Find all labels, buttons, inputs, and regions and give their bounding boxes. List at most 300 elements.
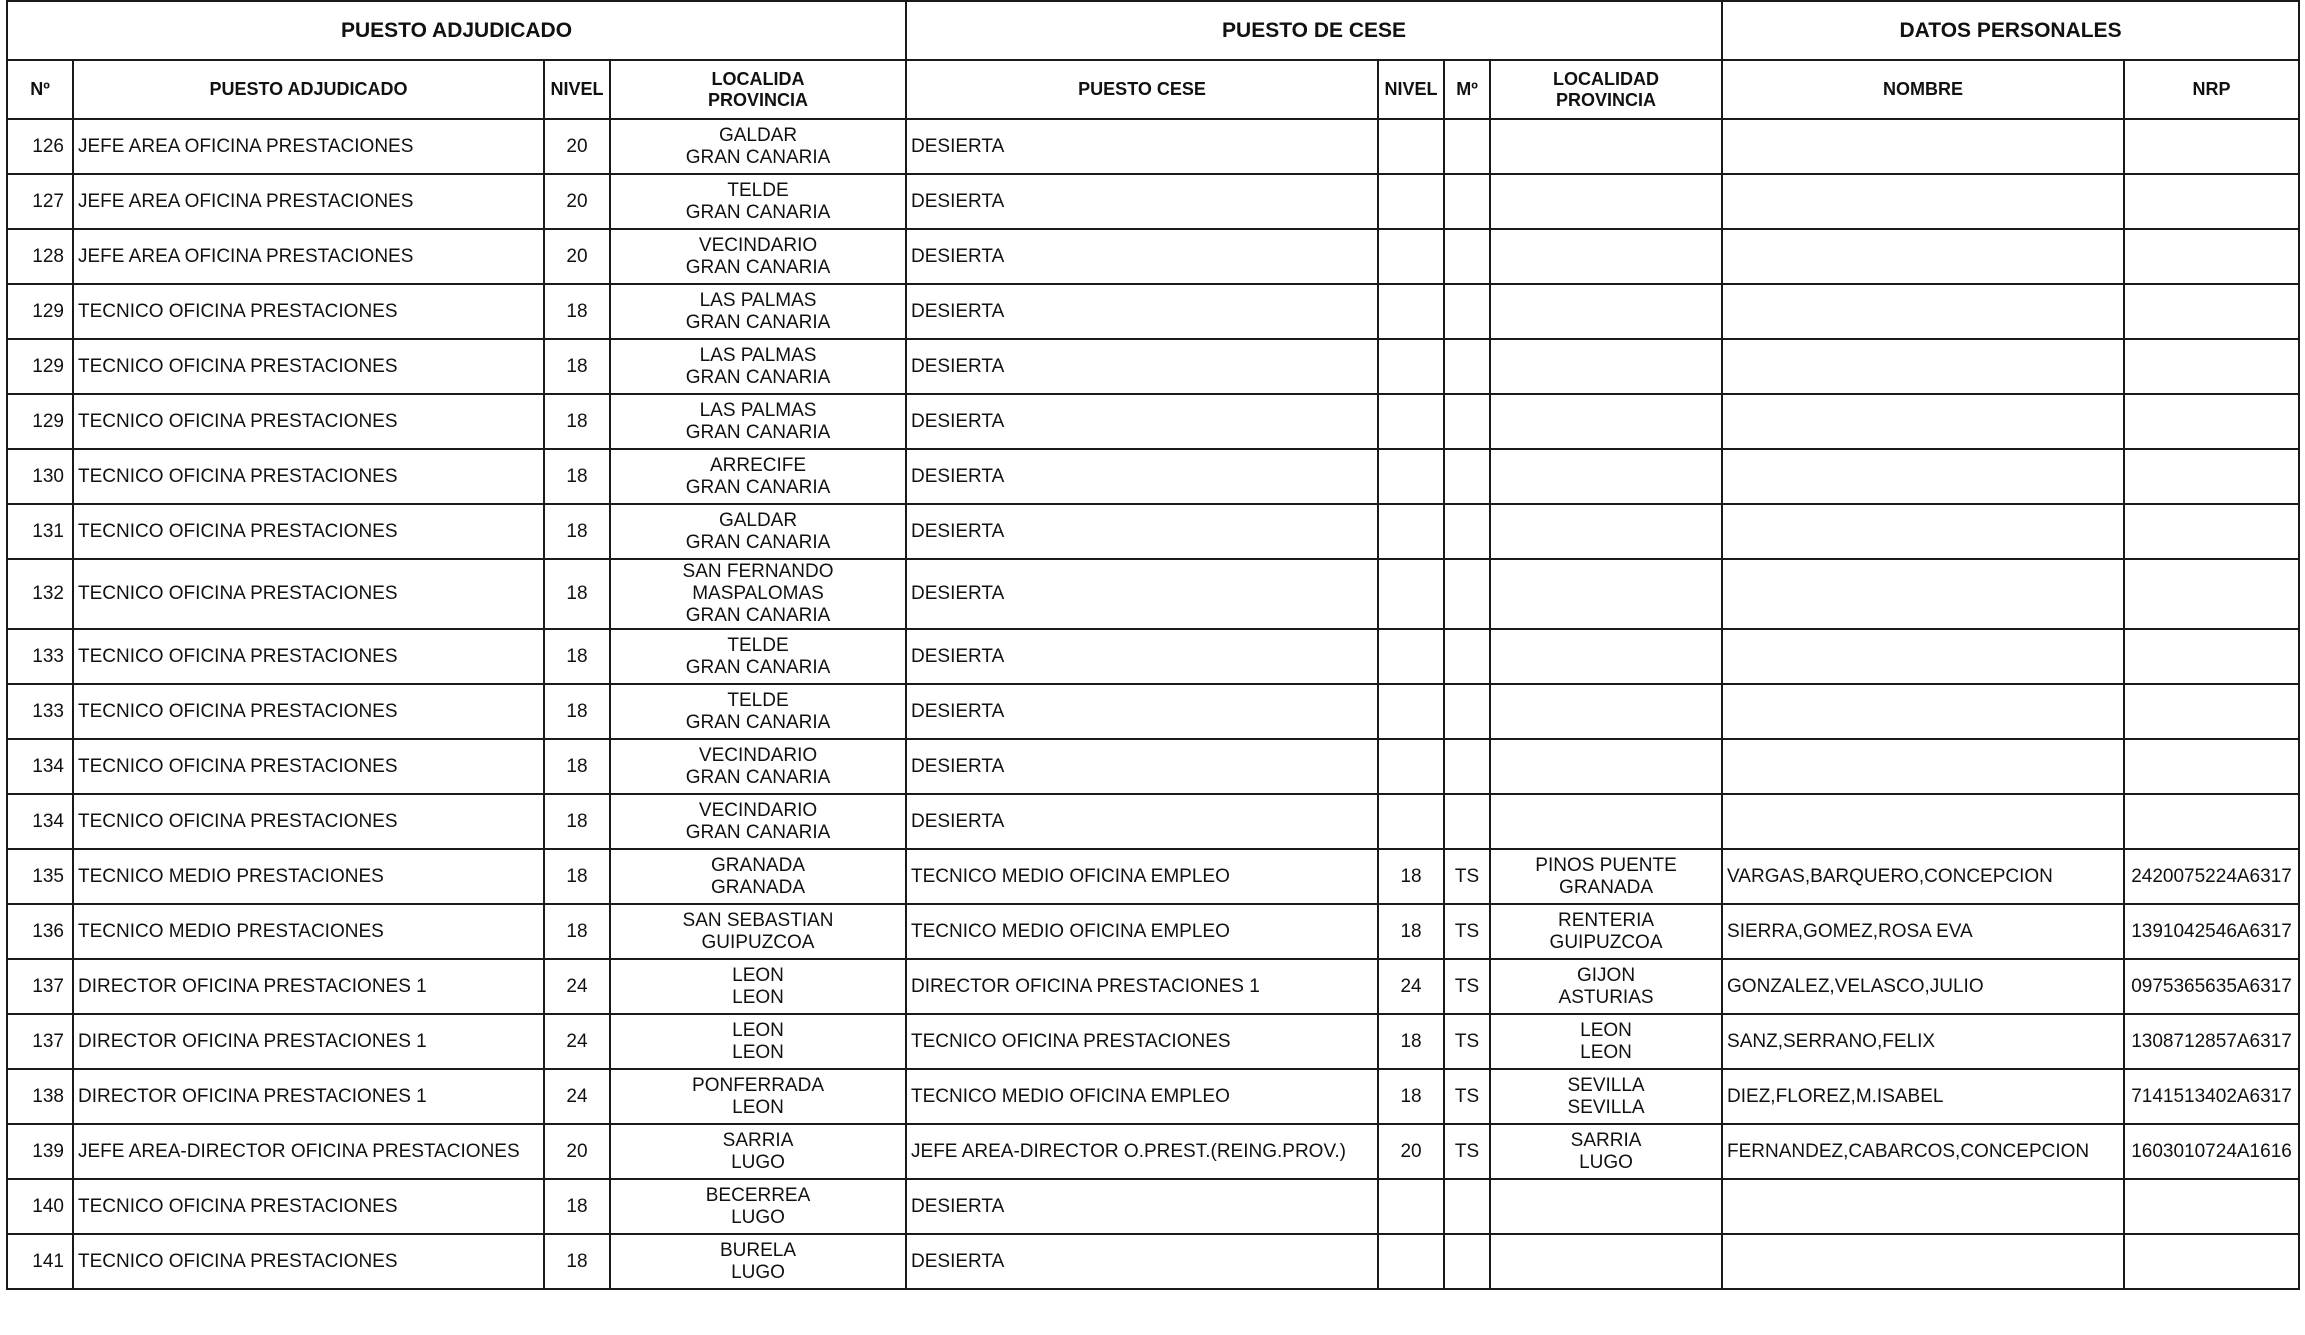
nivel-cese [1378, 559, 1444, 629]
table-row [7, 449, 2299, 504]
m-value [1444, 684, 1490, 739]
col-header-provincia-cese: PROVINCIA [1556, 89, 1657, 110]
table-row [7, 174, 2299, 229]
nivel-cese [1378, 1234, 1444, 1289]
puesto-cese: DESIERTA [906, 684, 1378, 739]
nombre: VARGAS,BARQUERO,CONCEPCION [1722, 849, 2124, 904]
puesto-adjudicado: TECNICO OFICINA PRESTACIONES [73, 339, 544, 394]
table-row [7, 629, 2299, 684]
row-number: 128 [7, 229, 73, 284]
nivel-cese [1378, 629, 1444, 684]
nombre [1722, 629, 2124, 684]
localidad-provincia [610, 684, 906, 739]
localidad-provincia-line: GUIPUZCOA [701, 931, 815, 953]
localidad-provincia-cese [1490, 174, 1722, 229]
nivel: 24 [544, 1014, 610, 1069]
row-number: 129 [7, 339, 73, 394]
nombre [1722, 394, 2124, 449]
localidad-provincia-cese [1490, 1124, 1722, 1179]
nrp: 0975365635A6317 [2124, 959, 2299, 1014]
puesto-adjudicado: TECNICO MEDIO PRESTACIONES [73, 904, 544, 959]
nombre [1722, 559, 2124, 629]
table-row [7, 684, 2299, 739]
nivel-cese: 18 [1378, 849, 1444, 904]
localidad-provincia-cese-line: LEON [1580, 1041, 1632, 1063]
table-row [7, 849, 2299, 904]
localidad-provincia-line: LEON [732, 986, 784, 1008]
nivel-cese [1378, 174, 1444, 229]
col-header-puesto-adjudicado: PUESTO ADJUDICADO [73, 60, 544, 119]
puesto-adjudicado: JEFE AREA-DIRECTOR OFICINA PRESTACIONES [73, 1124, 544, 1179]
nivel-cese [1378, 739, 1444, 794]
col-header-nrp: NRP [2124, 60, 2299, 119]
table-row [7, 229, 2299, 284]
localidad-provincia [610, 174, 906, 229]
localidad-provincia [610, 739, 906, 794]
nrp [2124, 794, 2299, 849]
nombre [1722, 449, 2124, 504]
nivel-cese: 18 [1378, 1069, 1444, 1124]
group-puesto-adjudicado: PUESTO ADJUDICADO [7, 1, 906, 60]
puesto-adjudicado: TECNICO OFICINA PRESTACIONES [73, 1234, 544, 1289]
puesto-adjudicado: TECNICO OFICINA PRESTACIONES [73, 559, 544, 629]
nombre [1722, 739, 2124, 794]
table-row [7, 1179, 2299, 1234]
nrp [2124, 739, 2299, 794]
nivel: 18 [544, 394, 610, 449]
localidad-provincia [610, 1124, 906, 1179]
row-number: 135 [7, 849, 73, 904]
nrp [2124, 394, 2299, 449]
nivel: 18 [544, 629, 610, 684]
localidad-provincia-cese-line: LEON [1580, 1019, 1632, 1041]
localidad-provincia-line: GRAN CANARIA [685, 256, 831, 278]
localidad-provincia [610, 504, 906, 559]
localidad-provincia-cese [1490, 559, 1722, 629]
localidad-provincia-line: TELDE [727, 689, 789, 711]
m-value [1444, 449, 1490, 504]
localidad-provincia-line: GRAN CANARIA [685, 766, 831, 788]
row-number: 140 [7, 1179, 73, 1234]
localidad-provincia-line: GALDAR [718, 509, 798, 531]
localidad-provincia-line: GRAN CANARIA [685, 201, 831, 223]
localidad-provincia-cese [1490, 959, 1722, 1014]
localidad-provincia-cese-line: RENTERIA [1557, 909, 1655, 931]
puesto-cese: TECNICO MEDIO OFICINA EMPLEO [906, 849, 1378, 904]
localidad-provincia-line: SARRIA [722, 1129, 794, 1151]
nivel-cese: 18 [1378, 904, 1444, 959]
puesto-cese: DESIERTA [906, 174, 1378, 229]
puesto-cese: DIRECTOR OFICINA PRESTACIONES 1 [906, 959, 1378, 1014]
nivel-cese [1378, 794, 1444, 849]
nivel: 18 [544, 904, 610, 959]
localidad-provincia-line: LAS PALMAS [699, 344, 817, 366]
localidad-provincia [610, 339, 906, 394]
localidad-provincia [610, 1069, 906, 1124]
nivel-cese [1378, 229, 1444, 284]
row-number: 137 [7, 1014, 73, 1069]
table-row [7, 739, 2299, 794]
nivel-cese [1378, 119, 1444, 174]
localidad-provincia-line: LEON [732, 1096, 784, 1118]
puesto-cese: DESIERTA [906, 559, 1378, 629]
nivel: 20 [544, 174, 610, 229]
col-header-localidad-provincia [610, 60, 906, 119]
localidad-provincia [610, 559, 906, 629]
localidad-provincia-cese [1490, 794, 1722, 849]
nivel-cese [1378, 284, 1444, 339]
nivel: 18 [544, 1234, 610, 1289]
localidad-provincia-line: GRAN CANARIA [685, 531, 831, 553]
localidad-provincia [610, 1234, 906, 1289]
table-row [7, 1234, 2299, 1289]
nivel-cese [1378, 394, 1444, 449]
localidad-provincia-line: LAS PALMAS [699, 399, 817, 421]
nivel: 24 [544, 1069, 610, 1124]
nrp [2124, 339, 2299, 394]
localidad-provincia-cese-line: ASTURIAS [1558, 986, 1654, 1008]
puesto-adjudicado: TECNICO MEDIO PRESTACIONES [73, 849, 544, 904]
localidad-provincia-cese [1490, 629, 1722, 684]
m-value: TS [1444, 1014, 1490, 1069]
row-number: 131 [7, 504, 73, 559]
nivel: 18 [544, 339, 610, 394]
localidad-provincia [610, 904, 906, 959]
m-value [1444, 119, 1490, 174]
puesto-adjudicado: JEFE AREA OFICINA PRESTACIONES [73, 174, 544, 229]
table-row [7, 559, 2299, 629]
nrp [2124, 629, 2299, 684]
m-value [1444, 794, 1490, 849]
localidad-provincia-line: SAN FERNANDO [682, 561, 834, 582]
localidad-provincia-line: MASPALOMAS [692, 583, 824, 604]
nrp [2124, 119, 2299, 174]
localidad-provincia-cese [1490, 229, 1722, 284]
table-body [7, 119, 2299, 1289]
localidad-provincia-line: TELDE [727, 634, 789, 656]
table-row [7, 1069, 2299, 1124]
col-header-nivel-cese: NIVEL [1378, 60, 1444, 119]
nivel-cese [1378, 504, 1444, 559]
puesto-adjudicado: TECNICO OFICINA PRESTACIONES [73, 739, 544, 794]
localidad-provincia-line: GRAN CANARIA [685, 476, 831, 498]
m-value [1444, 229, 1490, 284]
localidad-provincia-cese-line: SARRIA [1570, 1129, 1642, 1151]
col-header-nivel: NIVEL [544, 60, 610, 119]
nivel-cese: 20 [1378, 1124, 1444, 1179]
localidad-provincia-cese [1490, 339, 1722, 394]
nrp [2124, 174, 2299, 229]
table-row [7, 959, 2299, 1014]
localidad-provincia-cese-line: GUIPUZCOA [1549, 931, 1663, 953]
localidad-provincia-line: SAN SEBASTIAN [682, 909, 834, 931]
nombre [1722, 174, 2124, 229]
localidad-provincia-line: LUGO [731, 1151, 785, 1173]
localidad-provincia-line: VECINDARIO [698, 744, 818, 766]
localidad-provincia-line: TELDE [727, 179, 789, 201]
puesto-cese: DESIERTA [906, 739, 1378, 794]
localidad-provincia-cese-line: GRANADA [1559, 876, 1654, 898]
nombre [1722, 284, 2124, 339]
row-number: 129 [7, 284, 73, 339]
localidad-provincia-line: GRAN CANARIA [685, 711, 831, 733]
col-header-m: Mº [1444, 60, 1490, 119]
puesto-cese: TECNICO MEDIO OFICINA EMPLEO [906, 1069, 1378, 1124]
localidad-provincia-cese [1490, 449, 1722, 504]
nombre [1722, 119, 2124, 174]
nivel: 20 [544, 119, 610, 174]
localidad-provincia [610, 1014, 906, 1069]
puesto-adjudicado: DIRECTOR OFICINA PRESTACIONES 1 [73, 959, 544, 1014]
nivel-cese [1378, 684, 1444, 739]
table-row [7, 504, 2299, 559]
nivel: 18 [544, 739, 610, 794]
m-value [1444, 559, 1490, 629]
nivel-cese: 18 [1378, 1014, 1444, 1069]
localidad-provincia [610, 1179, 906, 1234]
col-header-localidad-provincia-cese [1490, 60, 1722, 119]
localidad-provincia-line: LEON [732, 964, 784, 986]
localidad-provincia-cese [1490, 1179, 1722, 1234]
localidad-provincia-line: GRANADA [711, 876, 805, 898]
localidad-provincia-cese [1490, 504, 1722, 559]
table-row [7, 904, 2299, 959]
localidad-provincia-cese-line: SEVILLA [1567, 1074, 1645, 1096]
m-value [1444, 1179, 1490, 1234]
nombre: DIEZ,FLOREZ,M.ISABEL [1722, 1069, 2124, 1124]
localidad-provincia-line: GRAN CANARIA [685, 821, 831, 843]
puesto-adjudicado: TECNICO OFICINA PRESTACIONES [73, 449, 544, 504]
nombre [1722, 794, 2124, 849]
nrp [2124, 1234, 2299, 1289]
puesto-cese: DESIERTA [906, 504, 1378, 559]
localidad-provincia [610, 119, 906, 174]
m-value [1444, 504, 1490, 559]
nivel-cese: 24 [1378, 959, 1444, 1014]
m-value: TS [1444, 1069, 1490, 1124]
localidad-provincia-cese-line: PINOS PUENTE [1535, 854, 1677, 876]
nombre: GONZALEZ,VELASCO,JULIO [1722, 959, 2124, 1014]
localidad-provincia-cese [1490, 849, 1722, 904]
group-header-row [7, 1, 2299, 60]
puesto-cese: DESIERTA [906, 794, 1378, 849]
puesto-adjudicado: DIRECTOR OFICINA PRESTACIONES 1 [73, 1014, 544, 1069]
table-row [7, 1124, 2299, 1179]
localidad-provincia-cese [1490, 684, 1722, 739]
m-value [1444, 629, 1490, 684]
puesto-adjudicado: JEFE AREA OFICINA PRESTACIONES [73, 119, 544, 174]
localidad-provincia-cese [1490, 119, 1722, 174]
nombre: SIERRA,GOMEZ,ROSA EVA [1722, 904, 2124, 959]
row-number: 133 [7, 684, 73, 739]
nivel: 18 [544, 684, 610, 739]
m-value: TS [1444, 1124, 1490, 1179]
nrp: 2420075224A6317 [2124, 849, 2299, 904]
row-number: 138 [7, 1069, 73, 1124]
localidad-provincia-cese [1490, 739, 1722, 794]
table-row [7, 1014, 2299, 1069]
row-number: 129 [7, 394, 73, 449]
nrp: 7141513402A6317 [2124, 1069, 2299, 1124]
nivel: 18 [544, 849, 610, 904]
row-number: 134 [7, 739, 73, 794]
localidad-provincia-line: GRAN CANARIA [685, 311, 831, 333]
localidad-provincia-line: ARRECIFE [709, 454, 807, 476]
localidad-provincia-line: LUGO [731, 1206, 785, 1228]
nombre: SANZ,SERRANO,FELIX [1722, 1014, 2124, 1069]
puesto-adjudicado: TECNICO OFICINA PRESTACIONES [73, 394, 544, 449]
nombre [1722, 1179, 2124, 1234]
localidad-provincia [610, 449, 906, 504]
col-header-provincia: PROVINCIA [708, 89, 809, 110]
puesto-adjudicado: TECNICO OFICINA PRESTACIONES [73, 794, 544, 849]
localidad-provincia-cese [1490, 1234, 1722, 1289]
row-number: 139 [7, 1124, 73, 1179]
puesto-cese: DESIERTA [906, 629, 1378, 684]
column-header-row [7, 60, 2299, 119]
nivel: 20 [544, 229, 610, 284]
localidad-provincia-line: LUGO [731, 1261, 785, 1283]
localidad-provincia [610, 959, 906, 1014]
col-header-localidad-cese: LOCALIDAD [1553, 68, 1660, 89]
nrp [2124, 559, 2299, 629]
row-number: 132 [7, 559, 73, 629]
nrp [2124, 684, 2299, 739]
puesto-cese: DESIERTA [906, 449, 1378, 504]
nivel-cese [1378, 339, 1444, 394]
puesto-cese: TECNICO OFICINA PRESTACIONES [906, 1014, 1378, 1069]
puesto-adjudicado: DIRECTOR OFICINA PRESTACIONES 1 [73, 1069, 544, 1124]
puesto-cese: DESIERTA [906, 229, 1378, 284]
puesto-adjudicado: TECNICO OFICINA PRESTACIONES [73, 284, 544, 339]
m-value [1444, 174, 1490, 229]
puesto-adjudicado: TECNICO OFICINA PRESTACIONES [73, 684, 544, 739]
puesto-cese: DESIERTA [906, 284, 1378, 339]
nivel: 18 [544, 449, 610, 504]
m-value: TS [1444, 904, 1490, 959]
m-value: TS [1444, 849, 1490, 904]
nivel: 20 [544, 1124, 610, 1179]
puesto-cese: DESIERTA [906, 339, 1378, 394]
nivel: 24 [544, 959, 610, 1014]
table-row [7, 794, 2299, 849]
table-row [7, 339, 2299, 394]
nrp [2124, 284, 2299, 339]
localidad-provincia-line: GRAN CANARIA [685, 421, 831, 443]
localidad-provincia-line: PONFERRADA [692, 1074, 824, 1096]
row-number: 136 [7, 904, 73, 959]
localidad-provincia-cese-line: GIJON [1577, 964, 1636, 986]
nivel-cese [1378, 1179, 1444, 1234]
puesto-cese: DESIERTA [906, 119, 1378, 174]
puesto-adjudicado: TECNICO OFICINA PRESTACIONES [73, 1179, 544, 1234]
localidad-provincia-cese [1490, 1014, 1722, 1069]
nrp [2124, 504, 2299, 559]
localidad-provincia-line: VECINDARIO [698, 799, 818, 821]
localidad-provincia-line: VECINDARIO [698, 234, 818, 256]
localidad-provincia [610, 394, 906, 449]
localidad-provincia-line: GRAN CANARIA [685, 656, 831, 678]
nrp: 1603010724A1616 [2124, 1124, 2299, 1179]
adjudication-table [6, 0, 2300, 1290]
localidad-provincia-line: BECERREA [705, 1184, 811, 1206]
m-value [1444, 1234, 1490, 1289]
localidad-provincia-cese [1490, 904, 1722, 959]
localidad-provincia-line: GALDAR [718, 124, 798, 146]
puesto-cese: DESIERTA [906, 1234, 1378, 1289]
nombre [1722, 339, 2124, 394]
localidad-provincia-cese [1490, 394, 1722, 449]
localidad-provincia [610, 284, 906, 339]
nombre [1722, 504, 2124, 559]
m-value: TS [1444, 959, 1490, 1014]
m-value [1444, 284, 1490, 339]
puesto-adjudicado: TECNICO OFICINA PRESTACIONES [73, 629, 544, 684]
puesto-cese: DESIERTA [906, 1179, 1378, 1234]
row-number: 137 [7, 959, 73, 1014]
nombre [1722, 684, 2124, 739]
localidad-provincia-line: LAS PALMAS [699, 289, 817, 311]
localidad-provincia-line: GRANADA [711, 854, 805, 876]
puesto-adjudicado: JEFE AREA OFICINA PRESTACIONES [73, 229, 544, 284]
nrp [2124, 449, 2299, 504]
row-number: 126 [7, 119, 73, 174]
puesto-adjudicado: TECNICO OFICINA PRESTACIONES [73, 504, 544, 559]
nrp: 1308712857A6317 [2124, 1014, 2299, 1069]
puesto-cese: TECNICO MEDIO OFICINA EMPLEO [906, 904, 1378, 959]
col-header-localidad: LOCALIDA [711, 68, 805, 89]
nrp: 1391042546A6317 [2124, 904, 2299, 959]
nivel: 18 [544, 559, 610, 629]
nivel: 18 [544, 504, 610, 559]
nombre: FERNANDEZ,CABARCOS,CONCEPCION [1722, 1124, 2124, 1179]
puesto-cese: DESIERTA [906, 394, 1378, 449]
table-row [7, 119, 2299, 174]
localidad-provincia-line: GRAN CANARIA [685, 366, 831, 388]
localidad-provincia-cese [1490, 284, 1722, 339]
localidad-provincia-cese-line: LUGO [1579, 1151, 1633, 1173]
m-value [1444, 394, 1490, 449]
row-number: 133 [7, 629, 73, 684]
nivel: 18 [544, 794, 610, 849]
localidad-provincia-line: GRAN CANARIA [685, 605, 831, 626]
nombre [1722, 1234, 2124, 1289]
nivel: 18 [544, 1179, 610, 1234]
row-number: 130 [7, 449, 73, 504]
puesto-cese: JEFE AREA-DIRECTOR O.PREST.(REING.PROV.) [906, 1124, 1378, 1179]
localidad-provincia [610, 794, 906, 849]
row-number: 134 [7, 794, 73, 849]
localidad-provincia-cese [1490, 1069, 1722, 1124]
nivel: 18 [544, 284, 610, 339]
table-row [7, 394, 2299, 449]
col-header-puesto-cese: PUESTO CESE [906, 60, 1378, 119]
group-puesto-de-cese: PUESTO DE CESE [906, 1, 1722, 60]
localidad-provincia-line: LEON [732, 1019, 784, 1041]
nivel-cese [1378, 449, 1444, 504]
nrp [2124, 1179, 2299, 1234]
localidad-provincia-line: BURELA [720, 1239, 797, 1261]
group-datos-personales: DATOS PERSONALES [1722, 1, 2299, 60]
localidad-provincia [610, 229, 906, 284]
row-number: 141 [7, 1234, 73, 1289]
m-value [1444, 739, 1490, 794]
col-header-num: Nº [7, 60, 73, 119]
col-header-nombre: NOMBRE [1722, 60, 2124, 119]
nombre [1722, 229, 2124, 284]
localidad-provincia [610, 629, 906, 684]
localidad-provincia [610, 849, 906, 904]
